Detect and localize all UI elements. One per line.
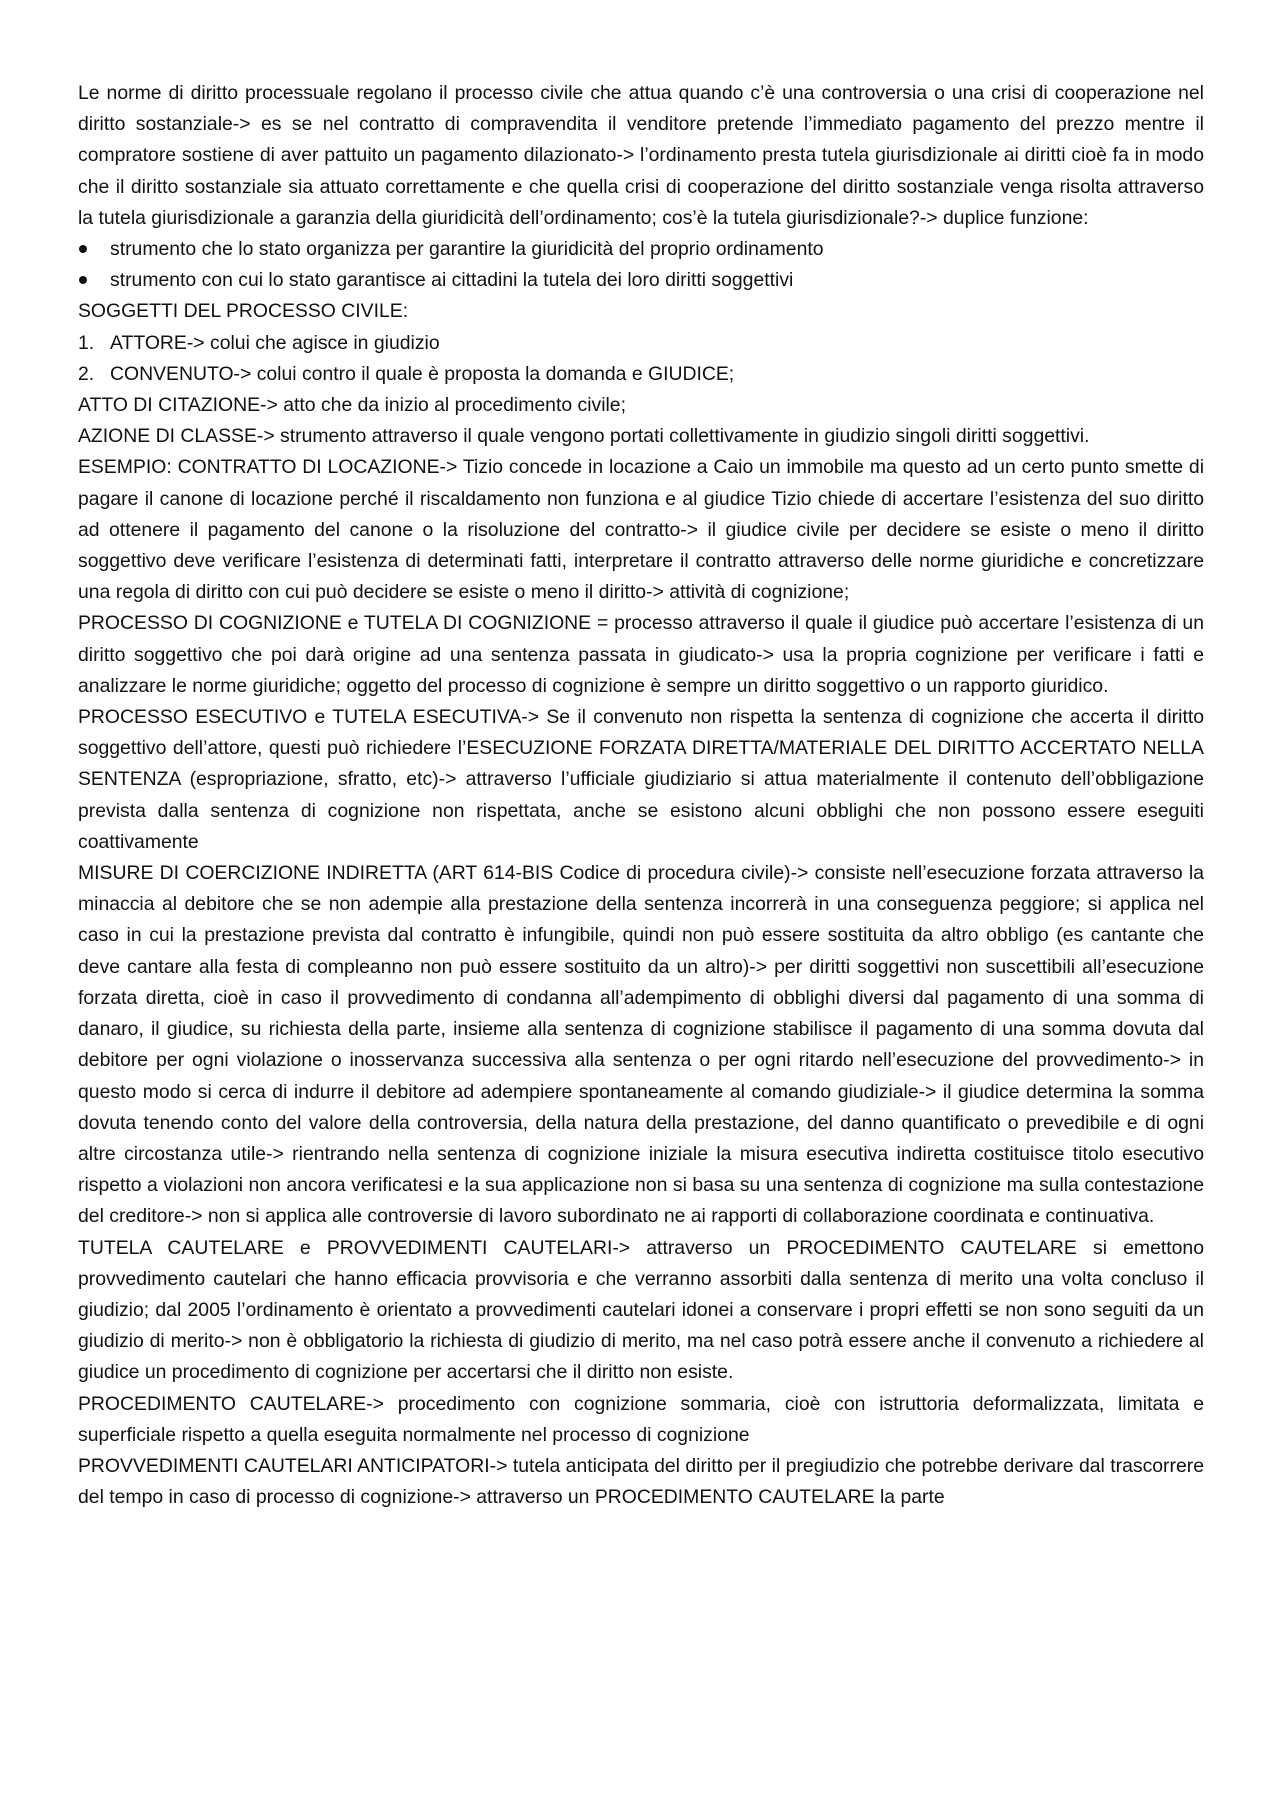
bullet-item <box>78 265 1204 296</box>
numbered-text: ATTORE-> colui che agisce in giudizio <box>110 331 440 354</box>
paragraph-esecutivo: PROCESSO ESECUTIVO e TUTELA ESECUTIVA-> Se il convenuto non rispetta la sentenza di cognizione che accerta il diritto soggettivo dell’attore, questi può richiedere l’ESECUZIONE FORZATA DIRETTA/MATERIALE DEL DIRITTO ACCERTATO NELLA SENTENZA (espropriazione, sfratto, etc)-> attraverso l’ufficiale giudiziario si attua materialmente il contenuto dell’obbligazione prevista dalla sentenza di cognizione non rispettata, anche se esistono alcuni obblighi che non possono essere eseguiti coattivamente <box>78 706 1204 853</box>
heading-soggetti: SOGGETTI DEL PROCESSO CIVILE: <box>78 300 409 323</box>
paragraph-esempio: ESEMPIO: CONTRATTO DI LOCAZIONE-> Tizio concede in locazione a Caio un immobile ma questo ad un certo punto smette di pagare il canone di locazione perché il riscaldamento non funziona e al giudice Tizio chiede di accertare l’esistenza del suo diritto ad ottenere il pagamento del canone o la risoluzione del contratto-> il giudice civile per decidere se esiste o meno il diritto soggettivo deve verificare l’esistenza di determinati fatti, interpretare il contratto attraverso delle norme giuridiche e concretizzare una regola di diritto con cui può decidere se esiste o meno il diritto-> attività di cognizione; <box>78 456 1204 604</box>
paragraph-anticipatori: PROVVEDIMENTI CAUTELARI ANTICIPATORI-> tutela anticipata del diritto per il pregiudizio che potrebbe derivare dal trascorrere del tempo in caso di processo di cognizione-> attraverso un PROCEDIMENTO CAUTELARE la parte <box>78 1454 1204 1509</box>
paragraph-intro: Le norme di diritto processuale regolano il processo civile che attua quando c’è una controversia o una crisi di cooperazione nel diritto sostanziale-> es se nel contratto di compravendita il venditore pretende l’immediato pagamento del prezzo mentre il compratore sostiene di aver pattuito un pagamento dilazionato-> l’ordinamento presta tutela giurisdizionale ai diritti cioè fa in modo che il diritto sostanziale sia attuato correttamente e che quella crisi di cooperazione del diritto sostanziale venga risolta attraverso la tutela giurisdizionale a garanzia della giuridicità dell’ordinamento; cos’è la tutela giurisdizionale?-> duplice funzione: <box>78 82 1204 229</box>
numbered-text: CONVENUTO-> colui contro il quale è proposta la domanda e GIUDICE; <box>110 362 735 385</box>
bullet-text: strumento con cui lo stato garantisce ai cittadini la tutela dei loro diritti soggettivi <box>110 269 794 292</box>
numbered-item <box>78 359 1204 390</box>
paragraph-azione: AZIONE DI CLASSE-> strumento attraverso il quale vengono portati collettivamente in giudizio singoli diritti soggettivi. <box>78 425 1090 448</box>
bullet-item <box>78 234 1204 265</box>
paragraph-procedimento: PROCEDIMENTO CAUTELARE-> procedimento con cognizione sommaria, cioè con istruttoria deformalizzata, limitata e superficiale rispetto a quella eseguita normalmente nel processo di cognizione <box>78 1392 1204 1446</box>
number-marker: 1. <box>78 331 95 354</box>
numbered-item <box>78 328 1204 359</box>
paragraph-atto: ATTO DI CITAZIONE-> atto che da inizio al procedimento civile; <box>78 394 626 417</box>
bullet-text: strumento che lo stato organizza per garantire la giuridicità del proprio ordinamento <box>110 238 824 261</box>
number-marker: 2. <box>78 362 95 385</box>
paragraph-misure: MISURE DI COERCIZIONE INDIRETTA (ART 614-BIS Codice di procedura civile)-> consiste nell’esecuzione forzata attraverso la minaccia al debitore che se non adempie alla prestazione della sentenza incorrerà in una conseguenza peggiore; si applica nel caso in cui la prestazione prevista dal contratto è infungibile, quindi non può essere sostituita da altro obbligo (es cantante che deve cantare alla festa di compleanno non può essere sostituito da un altro)-> per diritti soggettivi non suscettibili all’esecuzione forzata diretta, cioè in caso il provvedimento di condanna all’adempimento di obblighi diversi dal pagamento di una somma di danaro, il giudice, su richiesta della parte, insieme alla sentenza di cognizione stabilisce il pagamento di una somma dovuta dal debitore per ogni violazione o inosservanza successiva alla sentenza o per ogni ritardo nell’esecuzione del provvedimento-> in questo modo si cerca di indurre il debitore ad adempiere spontaneamente al comando giudiziale-> il giudice determina la somma dovuta tenendo conto del valore della controversia, della natura della prestazione, del danno quantificato o prevedibile e di ogni altre circostanza utile-> rientrando nella sentenza di cognizione iniziale la misura esecutiva indiretta costituisce titolo esecutivo rispetto a violazioni non ancora verificatesi e la sua applicazione non si basa su una sentenza di cognizione ma sulla contestazione del creditore-> non si applica alle controversie di lavoro subordinato ne ai rapporti di collaborazione coordinata e continuativa. <box>78 862 1204 1228</box>
paragraph-cognizione: PROCESSO DI COGNIZIONE e TUTELA DI COGNIZIONE = processo attraverso il quale il giudice può accertare l’esistenza di un diritto soggettivo che poi darà origine ad una sentenza passata in giudicato-> usa la propria cognizione per verificare i fatti e analizzare le norme giuridiche; oggetto del processo di cognizione è sempre un diritto soggettivo o un rapporto giuridico. <box>78 612 1204 697</box>
paragraph-cautelare: TUTELA CAUTELARE e PROVVEDIMENTI CAUTELARI-> attraverso un PROCEDIMENTO CAUTELARE si emettono provvedimento cautelari che hanno efficacia provvisoria e che verranno assorbiti dalla sentenza di merito una volta concluso il giudizio; dal 2005 l’ordinamento è orientato a provvedimenti cautelari idonei a conservare i propri effetti se non sono seguiti da un giudizio di merito-> non è obbligatorio la richiesta di giudizio di merito, ma nel caso potrà essere anche il convenuto a richiedere al giudice un procedimento di cognizione per accertarsi che il diritto non esiste. <box>78 1236 1204 1384</box>
